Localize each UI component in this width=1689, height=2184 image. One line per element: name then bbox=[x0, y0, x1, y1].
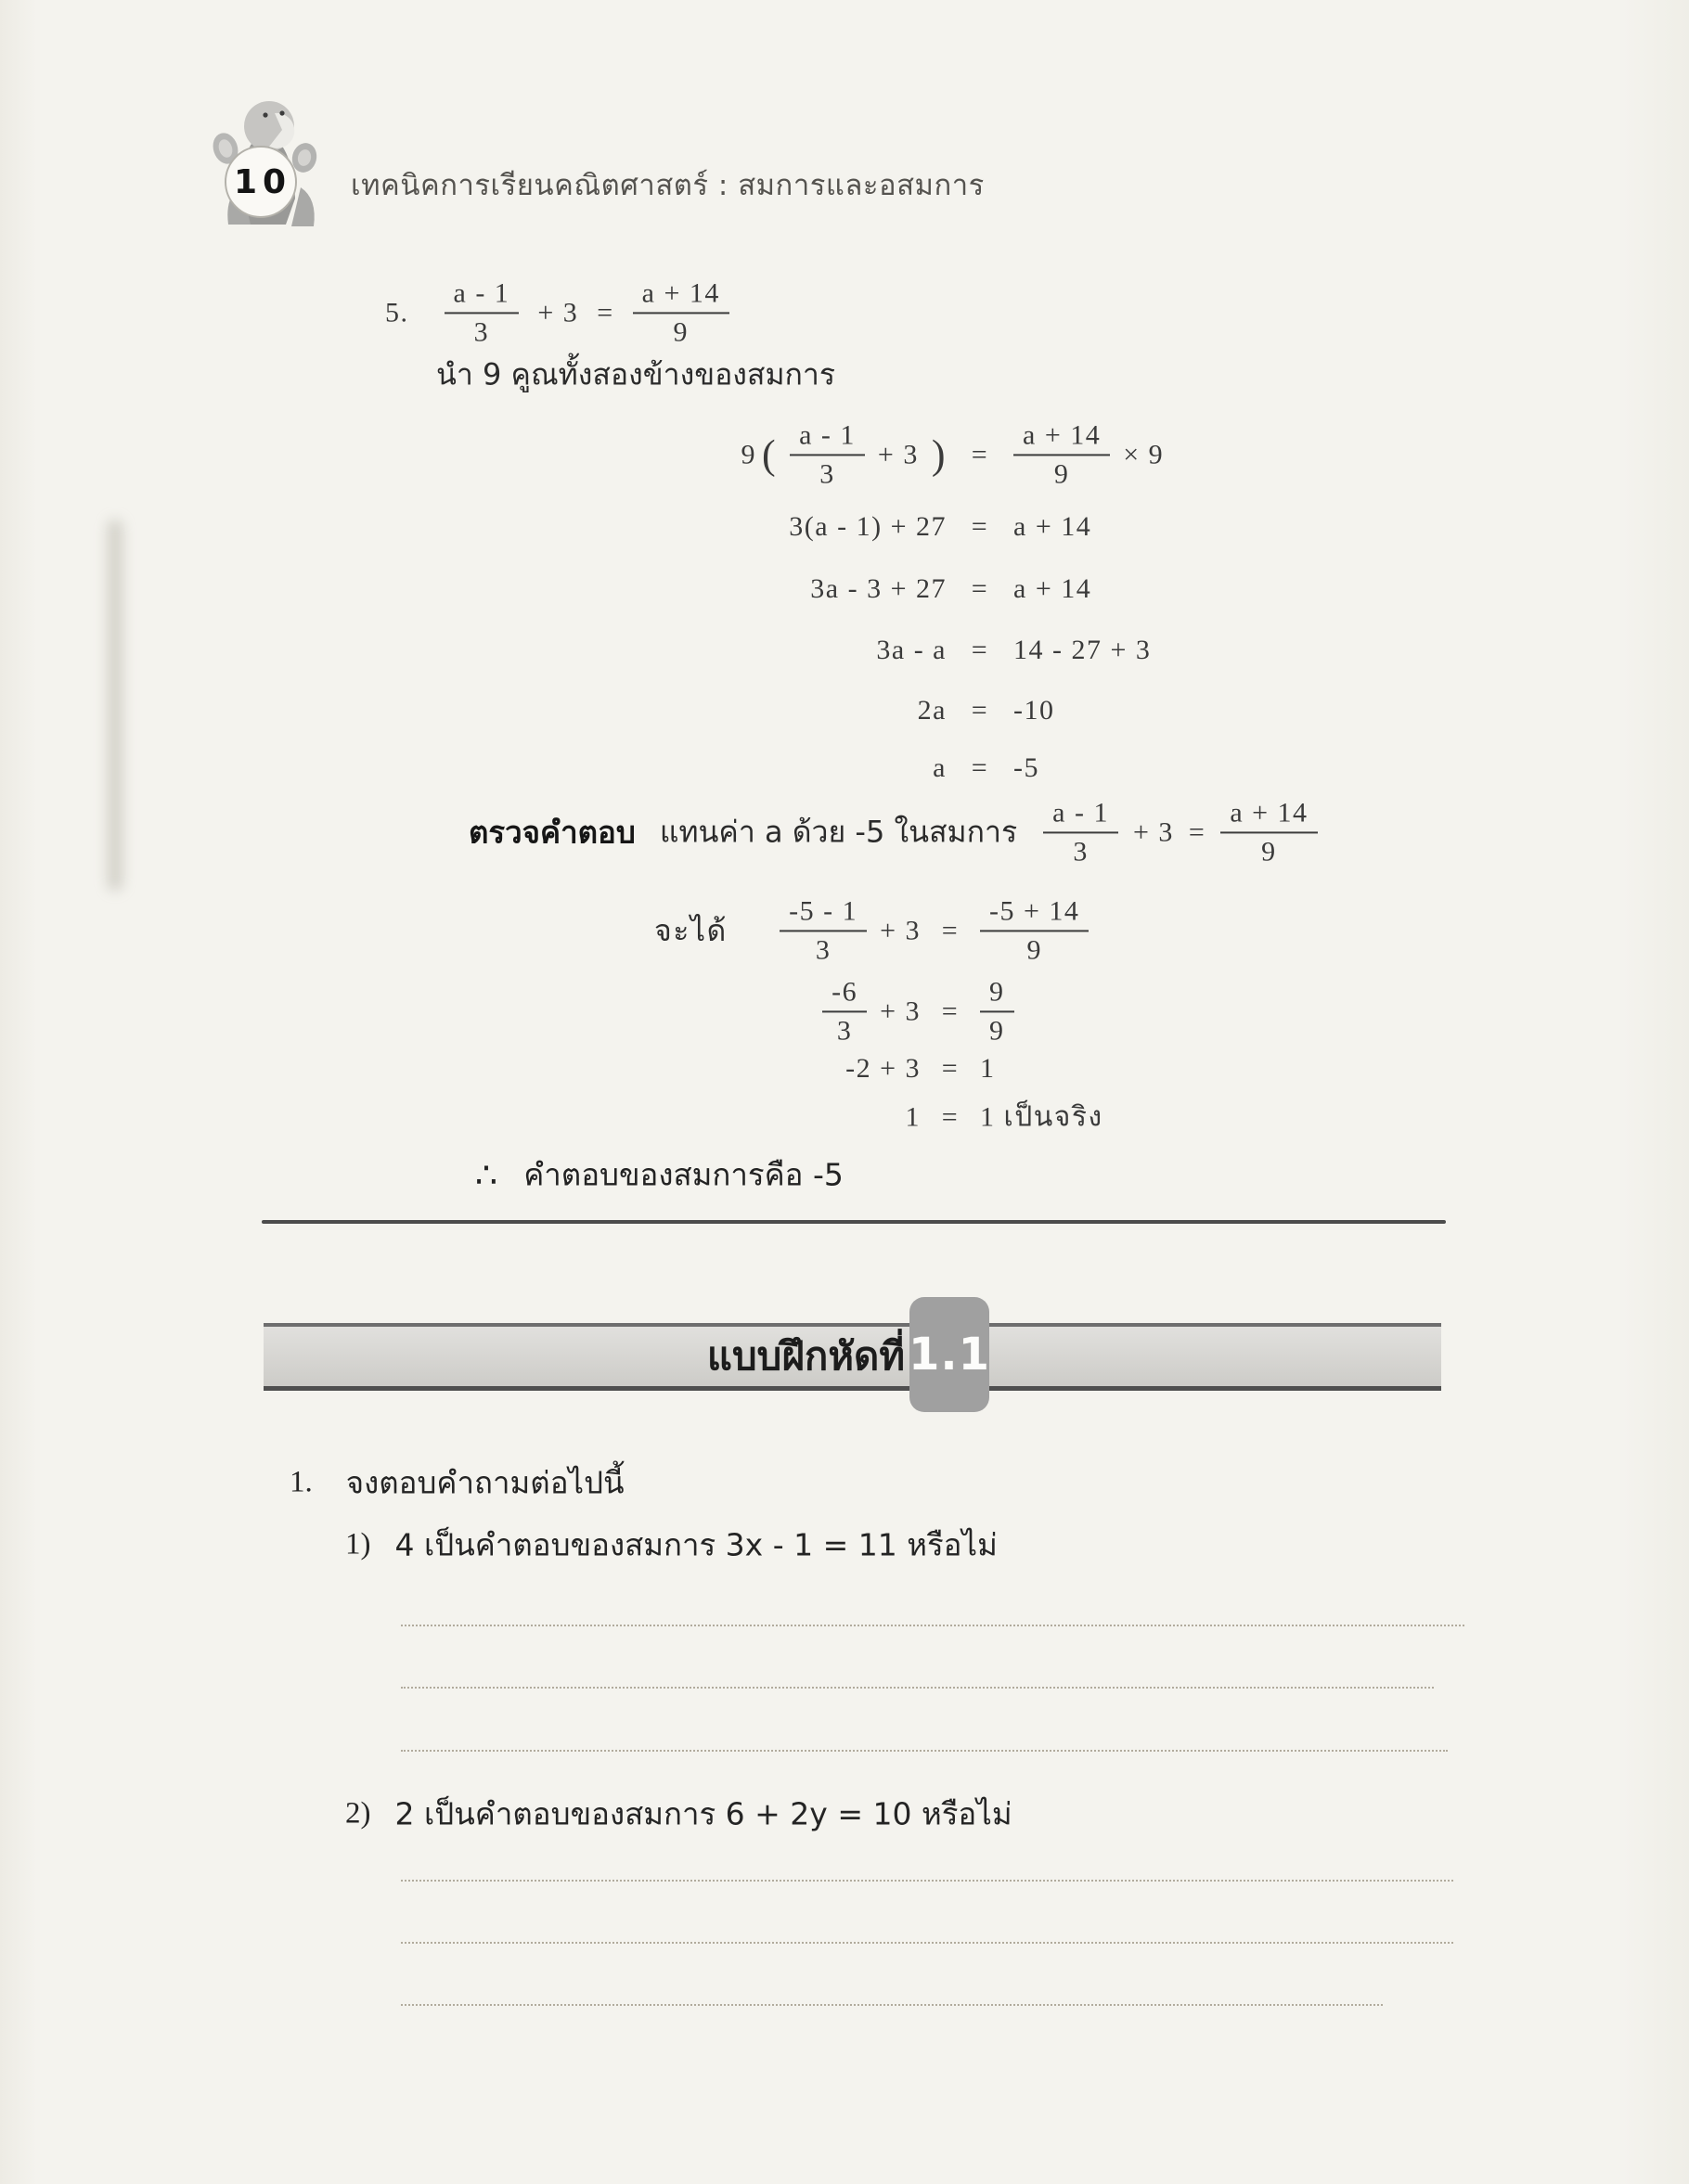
step-row bbox=[0, 419, 1689, 489]
answer-line bbox=[401, 2004, 1383, 2006]
times-term: × 9 bbox=[1123, 439, 1165, 469]
fraction bbox=[633, 277, 729, 347]
step-lhs: -2 + 3 bbox=[845, 1053, 921, 1084]
step-lhs bbox=[0, 895, 921, 965]
fraction-denominator: 9 bbox=[1013, 454, 1110, 490]
step-row bbox=[0, 690, 1689, 731]
fraction bbox=[980, 895, 1089, 965]
check-answer-title: ตรวจคำตอบ bbox=[469, 814, 636, 851]
equals-sign: = bbox=[971, 695, 989, 726]
step-lhs: 2a bbox=[917, 695, 947, 726]
fraction-denominator: 9 bbox=[633, 312, 729, 348]
fraction bbox=[980, 976, 1014, 1046]
equals-sign: = bbox=[971, 573, 989, 604]
fraction-denominator: 3 bbox=[445, 312, 520, 348]
fraction-numerator: -5 + 14 bbox=[989, 895, 1080, 927]
item-text: 4 เป็นคำตอบของสมการ 3x - 1 = 11 หรือไม่ bbox=[394, 1526, 998, 1563]
fraction bbox=[780, 895, 867, 965]
question-number: 1. bbox=[290, 1465, 313, 1499]
exercise-banner bbox=[264, 1323, 1441, 1391]
plus-term: + 3 bbox=[537, 297, 579, 328]
section-divider bbox=[262, 1220, 1446, 1224]
equals-sign: = bbox=[941, 915, 960, 945]
step-row bbox=[0, 507, 1689, 547]
step-lhs: 3(a - 1) + 27 bbox=[789, 511, 947, 542]
step-rhs: -10 bbox=[1013, 695, 1055, 726]
fraction-denominator: 3 bbox=[780, 930, 867, 966]
step-row bbox=[0, 630, 1689, 671]
fraction-denominator: 9 bbox=[1220, 831, 1317, 867]
item-text: 2 เป็นคำตอบของสมการ 6 + 2y = 10 หรือไม่ bbox=[394, 1795, 1012, 1832]
item-number: 1) bbox=[345, 1527, 371, 1561]
equals-sign: = bbox=[597, 297, 614, 328]
plus-term: + 3 bbox=[880, 915, 921, 945]
fraction-denominator: 3 bbox=[790, 454, 865, 490]
step-rhs: 1 เป็นจริง bbox=[980, 1101, 1103, 1133]
step-rhs: 14 - 27 + 3 bbox=[1013, 635, 1152, 665]
fraction-numerator: 9 bbox=[989, 976, 1005, 1008]
equals-sign: = bbox=[971, 752, 989, 783]
fraction bbox=[1043, 797, 1118, 867]
step-rhs: -5 bbox=[1013, 752, 1039, 783]
answer-line bbox=[401, 1625, 1464, 1626]
equals-sign: = bbox=[971, 635, 989, 665]
check-step-row bbox=[0, 895, 1689, 965]
step-row bbox=[0, 569, 1689, 610]
item-number: 2) bbox=[345, 1796, 371, 1831]
therefore-symbol: ∴ bbox=[475, 1154, 498, 1195]
open-paren: ( bbox=[761, 431, 778, 477]
check-step-row bbox=[0, 1096, 1689, 1139]
page-number-badge bbox=[225, 146, 297, 218]
fraction-numerator: a - 1 bbox=[799, 419, 856, 451]
fraction-denominator: 9 bbox=[980, 930, 1089, 966]
problem-number: 5. bbox=[385, 297, 409, 328]
fraction-numerator: a - 1 bbox=[453, 277, 510, 309]
step-lhs: 1 bbox=[905, 1101, 921, 1132]
check-answer-intro: แทนค่า a ด้วย -5 ในสมการ bbox=[659, 814, 1018, 850]
check-step-row bbox=[0, 1048, 1689, 1089]
fraction-denominator: 3 bbox=[822, 1010, 867, 1047]
fraction-numerator: a + 14 bbox=[1230, 797, 1309, 829]
result-label: จะได้ bbox=[654, 913, 728, 947]
fraction bbox=[822, 976, 867, 1046]
fraction-denominator: 3 bbox=[1043, 831, 1118, 867]
step-rhs bbox=[1013, 419, 1164, 489]
step-row bbox=[0, 748, 1689, 789]
step-lhs bbox=[0, 976, 921, 1046]
step-lhs: 3a - a bbox=[876, 635, 947, 665]
question-1 bbox=[290, 1458, 625, 1508]
step-lhs bbox=[0, 419, 947, 489]
equals-sign: = bbox=[941, 1053, 960, 1084]
equals-sign: = bbox=[1188, 816, 1206, 847]
fraction-numerator: a + 14 bbox=[641, 277, 720, 309]
fraction-denominator: 9 bbox=[980, 1010, 1014, 1047]
fraction-numerator: -6 bbox=[832, 976, 858, 1008]
coefficient: 9 bbox=[741, 439, 756, 469]
step-rhs: a + 14 bbox=[1013, 511, 1092, 542]
plus-term: + 3 bbox=[877, 439, 919, 469]
fraction bbox=[1013, 419, 1110, 489]
question-text: จงตอบคำถามต่อไปนี้ bbox=[345, 1464, 625, 1501]
fraction-numerator: a + 14 bbox=[1023, 419, 1102, 451]
page-number: 10 bbox=[233, 162, 292, 201]
answer-line bbox=[401, 1750, 1448, 1752]
step-lhs: 3a - 3 + 27 bbox=[810, 573, 947, 604]
plus-term: + 3 bbox=[880, 996, 921, 1026]
equals-sign: = bbox=[971, 439, 989, 469]
equals-sign: = bbox=[941, 996, 960, 1026]
step-lhs: a bbox=[933, 752, 947, 783]
page-header-title: เทคนิคการเรียนคณิตศาสตร์ : สมการและอสมการ bbox=[351, 169, 985, 202]
check-equation bbox=[1043, 797, 1317, 867]
fraction-numerator: a - 1 bbox=[1052, 797, 1109, 829]
conclusion-row bbox=[475, 1150, 844, 1200]
equals-sign: = bbox=[941, 1101, 960, 1132]
equals-sign: = bbox=[971, 511, 989, 542]
answer-line bbox=[401, 1880, 1453, 1882]
answer-line bbox=[401, 1687, 1434, 1689]
fraction bbox=[445, 277, 520, 347]
fraction bbox=[790, 419, 865, 489]
plus-term: + 3 bbox=[1132, 816, 1174, 847]
step-rhs: a + 14 bbox=[1013, 573, 1092, 604]
fraction bbox=[1220, 797, 1317, 867]
conclusion-text: คำตอบของสมการคือ -5 bbox=[523, 1156, 844, 1193]
question-1-item-2 bbox=[345, 1790, 1012, 1839]
problem-5-equation bbox=[385, 277, 729, 347]
step-rhs bbox=[980, 976, 1014, 1046]
close-paren: ) bbox=[931, 431, 947, 477]
multiply-instruction: นำ 9 คูณทั้งสองข้างของสมการ bbox=[436, 356, 836, 392]
check-step-row bbox=[0, 976, 1689, 1046]
step-rhs bbox=[980, 895, 1089, 965]
check-answer-row bbox=[469, 797, 1318, 867]
exercise-banner-title: แบบฝึกหัดที่ bbox=[706, 1333, 905, 1379]
exercise-number-badge: 1.1 bbox=[909, 1297, 989, 1412]
step-rhs: 1 bbox=[980, 1053, 996, 1084]
question-1-item-1 bbox=[345, 1521, 998, 1570]
answer-line bbox=[401, 1942, 1453, 1944]
fraction-numerator: -5 - 1 bbox=[789, 895, 858, 927]
